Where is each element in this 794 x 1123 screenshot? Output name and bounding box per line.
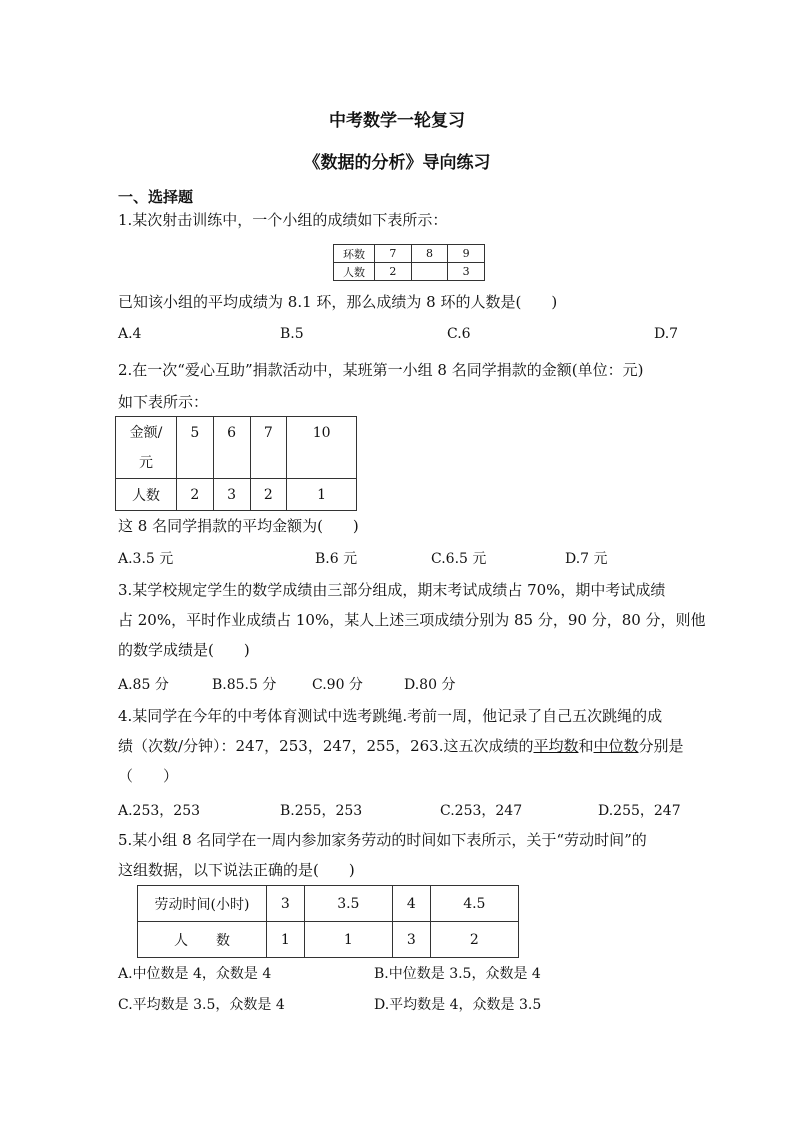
table-cell: 8 [411,245,448,263]
table-cell: 10 [287,417,357,479]
q4-line2-text: 分别是 [638,737,684,755]
q3-line1: 3.某学校规定学生的数学成绩由三部分组成，期末考试成绩占 70%，期中考试成绩 [118,581,666,599]
q4-line2-text: 绩（次数/分钟）：247，253，247，255，263.这五次成绩的 [118,737,534,755]
table-cell: 人数 [116,479,177,511]
q5-option-b: B.中位数是 3.5，众数是 4 [374,966,541,982]
table-cell: 劳动时间(小时) [138,886,267,922]
q3-line2: 占 20%，平时作业成绩占 10%，某人上述三项成绩分别为 85 分，90 分，80 分，则他 [118,611,706,629]
table-cell: 4 [392,886,430,922]
q1-stem: 1.某次射击训练中，一个小组的成绩如下表所示： [118,211,448,229]
page-subtitle: 《数据的分析》导向练习 [303,153,491,173]
table-row [334,263,485,281]
table-cell [116,417,177,479]
q4-line2 [118,736,684,756]
q1-option-d: D.7 [654,326,679,342]
table-cell: 9 [448,245,485,263]
table-row [138,922,519,958]
q1-option-a: A.4 [118,326,142,342]
q2-stem-line2: 如下表所示： [118,393,209,411]
table-cell: 1 [267,922,305,958]
table-cell: 3 [213,479,250,511]
table-cell: 3 [392,922,430,958]
table-cell: 2 [250,479,287,511]
q5-table [137,885,519,958]
q1-table [333,244,485,281]
cell-text-line: 元 [139,454,153,471]
q3-option-b: B.85.5 分 [212,677,277,693]
table-cell: 7 [250,417,287,479]
table-cell: 2 [177,479,214,511]
table-row [138,886,519,922]
table-cell: 环数 [334,245,375,263]
table-cell: 人数 [334,263,375,281]
q5-option-c: C.平均数是 3.5，众数是 4 [118,997,285,1013]
cell-text-line: 金额/ [129,424,163,441]
q2-option-a: A.3.5 元 [118,551,174,567]
q4-line2-text: 和 [578,737,594,755]
page-title: 中考数学一轮复习 [329,111,465,131]
q4-option-a: A.253，253 [118,803,201,819]
q4-underlined-term: 平均数 [533,737,579,755]
table-cell: 人 数 [138,922,267,958]
table-cell: 1 [287,479,357,511]
q1-ask: 已知该小组的平均成绩为 8.1 环，那么成绩为 8 环的人数是( ) [118,293,558,311]
table-cell: 5 [177,417,214,479]
q2-option-b: B.6 元 [315,551,358,567]
q3-line3: 的数学成绩是( ) [118,641,250,659]
table-cell: 3.5 [304,886,392,922]
q1-option-c: C.6 [447,326,471,342]
q4-option-b: B.255，253 [280,803,363,819]
table-cell: 3 [448,263,485,281]
q4-line1: 4.某同学在今年的中考体育测试中选考跳绳.考前一周，他记录了自己五次跳绳的成 [118,707,663,725]
q4-underlined-term: 中位数 [593,737,639,755]
table-cell: 3 [267,886,305,922]
q5-option-a: A.中位数是 4，众数是 4 [118,966,272,982]
table-cell: 2 [430,922,518,958]
q4-option-d: D.255，247 [598,803,681,819]
table-row [116,417,357,479]
q5-line1: 5.某小组 8 名同学在一周内参加家务劳动的时间如下表所示，关于“劳动时间”的 [118,831,647,849]
q4-line3: （ ） [118,767,179,785]
q3-option-a: A.85 分 [118,677,169,693]
table-cell: 2 [375,263,412,281]
q5-option-d: D.平均数是 4，众数是 3.5 [374,997,542,1013]
table-cell: 4.5 [430,886,518,922]
q2-ask: 这 8 名同学捐款的平均金额为( ) [118,517,359,535]
q2-table [115,416,357,511]
q3-option-d: D.80 分 [404,677,456,693]
q3-option-c: C.90 分 [312,677,363,693]
q2-option-c: C.6.5 元 [431,551,487,567]
section-heading: 一、选择题 [118,188,194,206]
table-cell: 7 [375,245,412,263]
q4-option-c: C.253，247 [440,803,523,819]
table-row [334,245,485,263]
q2-stem-line1: 2.在一次“爱心互助”捐款活动中，某班第一小组 8 名同学捐款的金额(单位：元) [118,361,644,379]
table-cell [411,263,448,281]
table-row [116,479,357,511]
table-cell: 6 [213,417,250,479]
q5-line2: 这组数据，以下说法正确的是( ) [118,861,355,879]
q2-option-d: D.7 元 [565,551,608,567]
table-cell: 1 [304,922,392,958]
q1-option-b: B.5 [280,326,304,342]
